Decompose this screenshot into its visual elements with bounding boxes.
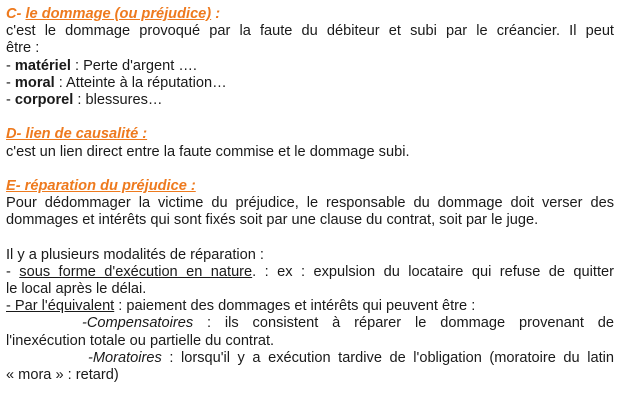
heading-c-suffix: : [211, 6, 221, 22]
heading-reparation: E- réparation du préjudice : [6, 177, 196, 194]
heading-dommage [6, 6, 614, 23]
compensatoires-line2: l'inexécution totale ou partielle du contrat. [6, 332, 275, 349]
term-materiel: matériel [14, 57, 71, 74]
list-item-materiel: - matériel : Perte d'argent …. [6, 57, 197, 74]
nature-line2: le local après le délai. [6, 281, 147, 297]
term-moratoires: -Moratoires [88, 349, 162, 366]
term-execution-nature: sous forme d'exécution en nature [19, 263, 253, 280]
document-page [6, 6, 614, 384]
dommage-definition-line1: c'est le dommage provoqué par la faute du débiteur et subi par le créancier. Il peut [6, 23, 614, 40]
heading-c-title: le dommage (ou préjudice) [25, 6, 212, 22]
moratoires-line2: « mora » : retard) [6, 366, 119, 383]
term-corporel: corporel [14, 91, 74, 108]
moratoires-line1: -Moratoires : lorsqu'il y a exécution tardive de l'obligation (moratoire du latin [88, 349, 614, 366]
heading-lien-causalite: D- lien de causalité : [6, 126, 148, 143]
heading-c-prefix: C- [6, 6, 26, 22]
spacer [6, 229, 614, 246]
spacer [6, 109, 614, 126]
term-compensatoires: -Compensatoires [82, 315, 194, 332]
term-par-equivalent: - Par l'équivalent [6, 298, 115, 315]
equivalent-line: - Par l'équivalent : paiement des dommages et intérêts qui peuvent être : [6, 298, 476, 315]
term-moral: moral [14, 74, 55, 91]
causalite-definition: c'est un lien direct entre la faute commise et le dommage subi. [6, 143, 410, 160]
reparation-para-line2: dommages et intérêts qui sont fixés soit par une clause du contrat, soit par le juge. [6, 212, 539, 229]
reparation-para-line1: Pour dédommager la victime du préjudice, le responsable du dommage doit verser des [6, 195, 614, 212]
dommage-definition-line2: être : [6, 40, 40, 57]
list-item-moral: - moral : Atteinte à la réputation… [6, 74, 227, 91]
compensatoires-line1: -Compensatoires : ils consistent à réparer le dommage provenant de [82, 315, 614, 332]
modalites-intro: Il y a plusieurs modalités de réparation : [6, 246, 264, 263]
spacer [6, 161, 614, 178]
list-item-corporel: - corporel : blessures… [6, 91, 163, 108]
nature-line1: - sous forme d'exécution en nature. : ex : expulsion du locataire qui refuse de quitter [6, 263, 614, 280]
